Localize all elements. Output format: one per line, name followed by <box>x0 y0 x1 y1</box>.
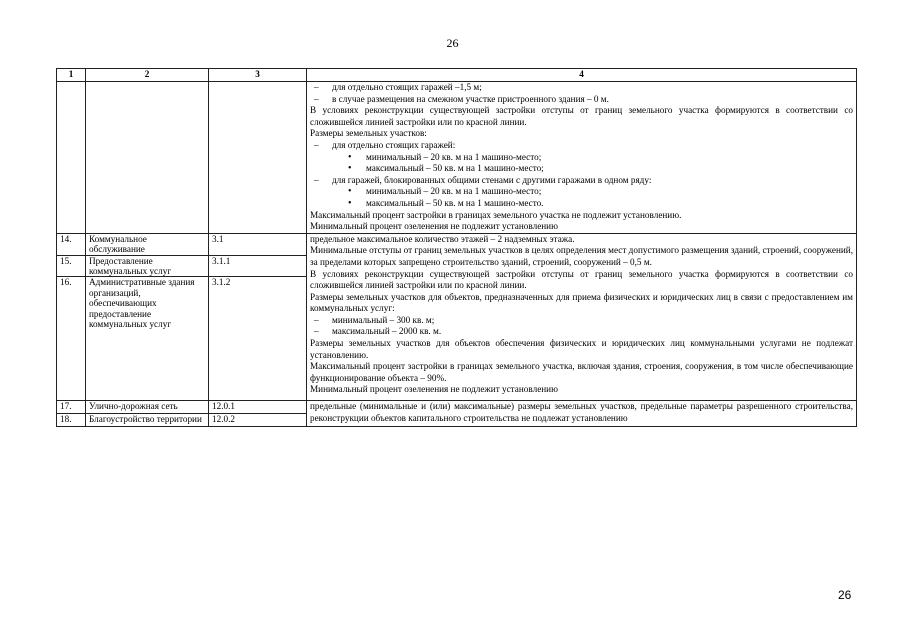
table-header-row <box>57 69 857 82</box>
header-cell-3: 3 <box>209 69 307 82</box>
table-row <box>57 401 857 414</box>
dash-list-item: – для отдельно стоящих гаражей: <box>310 140 853 152</box>
row-code: 12.0.1 <box>209 401 307 414</box>
dash-list-item: – максимальный – 2000 кв. м. <box>310 326 853 338</box>
paragraph: Минимальный процент озеленения не подлежит установлению <box>310 221 558 232</box>
page-number-top: 26 <box>446 36 459 50</box>
dash-list-item: – минимальный – 300 кв. м; <box>310 315 853 327</box>
empty-cell <box>57 82 86 234</box>
empty-cell <box>209 82 307 234</box>
bullet-list-item: • минимальный – 20 кв. м на 1 машино-место; <box>310 186 853 198</box>
row-number: 14. <box>57 233 86 255</box>
group-a-text <box>310 234 853 396</box>
header-cell-4: 4 <box>307 69 857 82</box>
paragraph: Размеры земельных участков: <box>310 128 427 139</box>
header-cell-2: 2 <box>86 69 209 82</box>
paragraph: Минимальные отступы от границ земельных участков в целях определения мест допустимого размещения зданий, строений, сооружений, за пределами которых запрещено строительство зданий, строений, сооружений – 0,5 м. <box>310 245 853 267</box>
table-row <box>57 233 857 255</box>
group-b-text-cell <box>307 401 857 426</box>
row-name: Улично-дорожная сеть <box>86 401 209 414</box>
header-cell-1: 1 <box>57 69 86 82</box>
dash-list-item: – для отдельно стоящих гаражей –1,5 м; <box>310 82 853 94</box>
row-code: 3.1.1 <box>209 255 307 277</box>
row-name: Административные здания организаций, обеспечивающих предоставление коммунальных услуг <box>86 277 209 401</box>
paragraph: Минимальный процент озеленения не подлежит установлению <box>310 384 558 395</box>
bullet-list-item: • максимальный – 50 кв. м на 1 машино-место. <box>310 198 853 210</box>
regulations-table <box>56 68 857 427</box>
row-name: Предоставление коммунальных услуг <box>86 255 209 277</box>
dash-list-item: – для гаражей, блокированных общими стенами с другими гаражами в одном ряду: <box>310 175 853 187</box>
continuation-text-cell <box>307 82 857 234</box>
paragraph: В условиях реконструкции существующей застройки отступы от границ земельного участка формируются в соответствии со сложившейся линией застройки или по красной линии. <box>310 268 853 291</box>
page-number-bottom: 26 <box>838 588 852 602</box>
continuation-text <box>310 82 853 233</box>
row-code: 12.0.2 <box>209 413 307 426</box>
row-name: Коммунальное обслуживание <box>86 233 209 255</box>
row-number: 15. <box>57 255 86 277</box>
empty-cell <box>86 82 209 234</box>
dash-list-item: – в случае размещения на смежном участке пристроенного здания – 0 м. <box>310 94 853 106</box>
row-code: 3.1 <box>209 233 307 255</box>
paragraph: Максимальный процент застройки в границах земельного участка не подлежит установлению. <box>310 209 682 220</box>
row-name: Благоустройство территории <box>86 413 209 426</box>
group-a-text-cell <box>307 233 857 401</box>
paragraph: В условиях реконструкции существующей застройки отступы от границ земельного участка формируются в соответствии со сложившейся линией застройки или по красной линии. <box>310 105 853 127</box>
table-row-continuation <box>57 82 857 234</box>
paragraph: Размеры земельных участков для объектов, предназначенных для приема физических и юридических лиц в связи с предоставлением им коммунальных услуг: <box>310 291 853 314</box>
paragraph: предельное максимальное количество этажей – 2 надземных этажа. <box>310 233 575 244</box>
bullet-list-item: • максимальный – 50 кв. м на 1 машино-место; <box>310 163 853 175</box>
bullet-list-item: • минимальный – 20 кв. м на 1 машино-место; <box>310 152 853 164</box>
paragraph: Максимальный процент застройки в границах земельного участка, включая здания, строения, сооружения, в том числе обеспечивающие функционирование объекта – 90%. <box>310 361 853 383</box>
row-number: 18. <box>57 413 86 426</box>
row-number: 17. <box>57 401 86 414</box>
paragraph: Размеры земельных участков для объектов обеспечения физических и юридических лиц коммунальными услугами не подлежат установлению. <box>310 338 853 360</box>
row-code: 3.1.2 <box>209 277 307 401</box>
group-b-text: предельные (минимальные и (или) максимальные) размеры земельных участков, предельные параметры разрешенного строительства, реконструкции объектов капитального строительства не подлежат установлению <box>310 401 853 423</box>
row-number: 16. <box>57 277 86 401</box>
